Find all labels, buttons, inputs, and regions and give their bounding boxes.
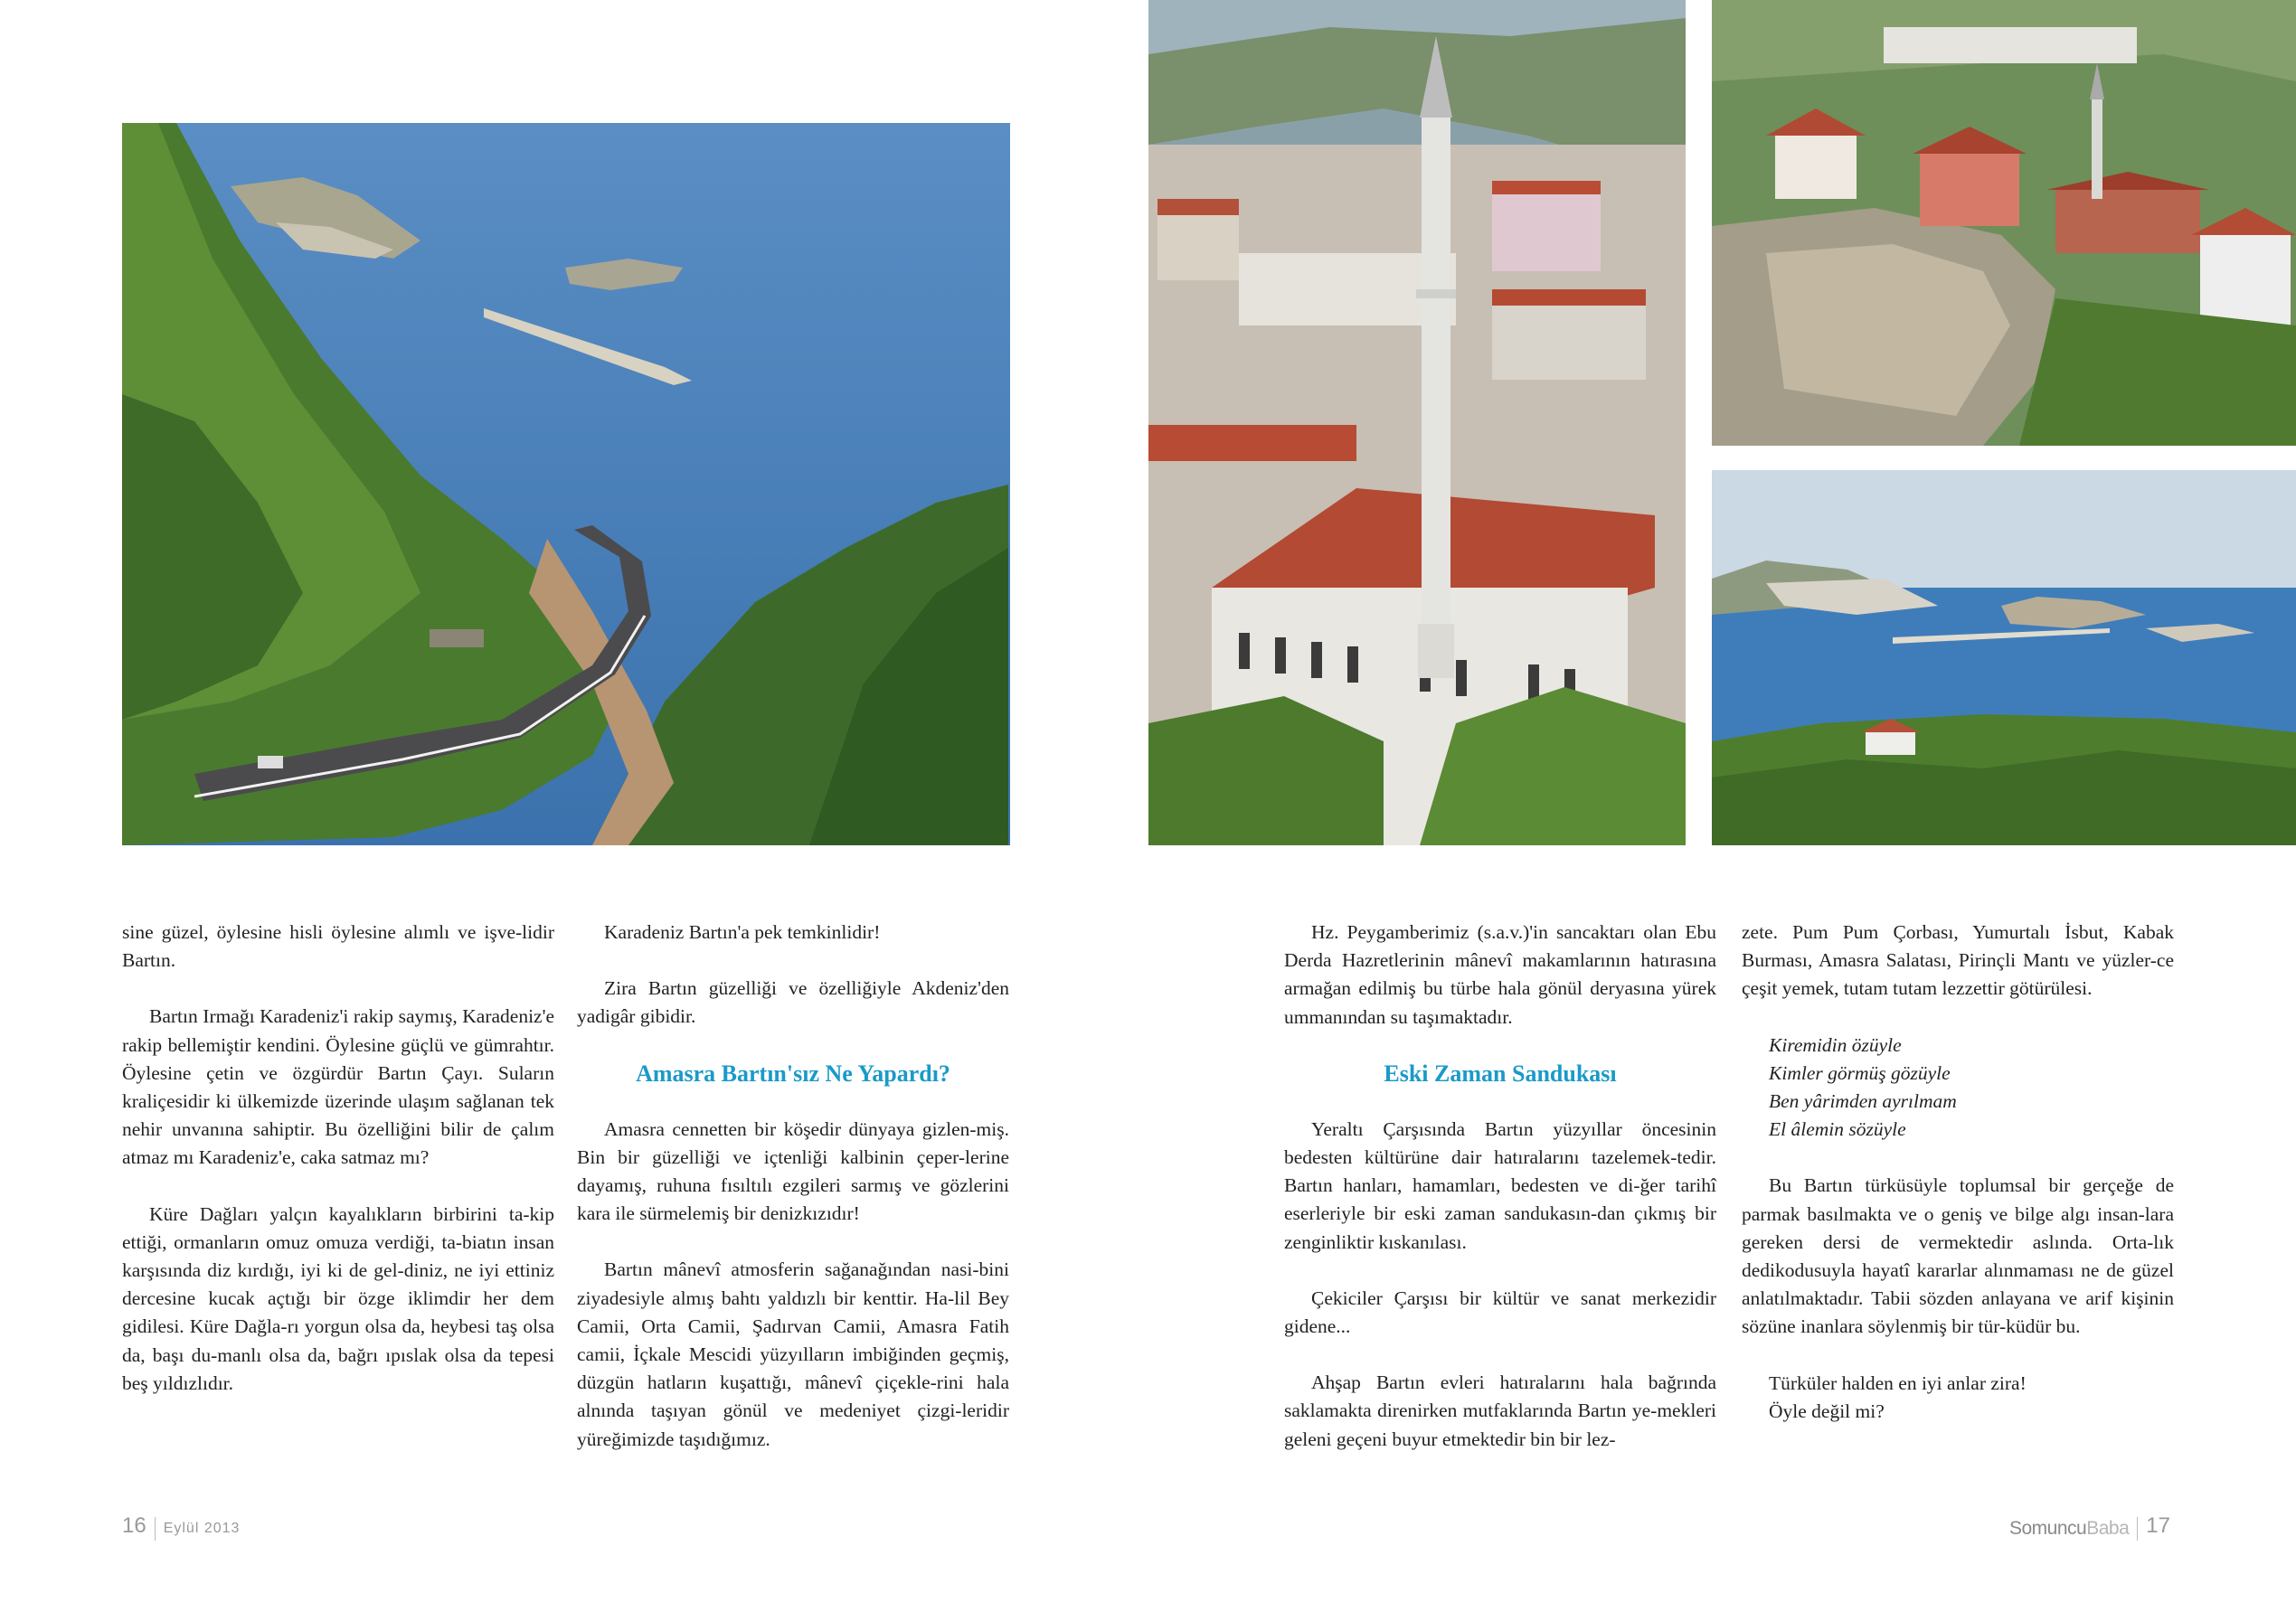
paragraph: Ahşap Bartın evleri hatıralarını hala bağrında saklamakta direnirken mutfaklarında Bartın ye-mekleri geleni geçeni buyur etmektedir bin bir lez- [1284, 1371, 1716, 1450]
logo-part-1: Somuncu [2009, 1517, 2087, 1539]
paragraph: Bartın Irmağı Karadeniz'i rakip saymış, Karadeniz'e rakip bellemiştir kendini. Öylesine güçlü ve gümrahtır. Öylesine çetin ve özgürdür Bartın Çayı. Suların kraliçesidir ki ülkemizde üzerinde ulaşım sağlanan tek nehir unvanına sahiptir. Bu özelliğini bilir de çalım atmaz mı Karadeniz'e, caka satmaz mı? [122, 1005, 554, 1169]
logo-part-2: Baba [2086, 1517, 2130, 1539]
paragraph: sine güzel, öylesine hisli öylesine alımlı ve işve-lidir Bartın. [122, 921, 554, 972]
paragraph: Zira Bartın güzelliği ve özelliğiyle Akdeniz'den yadigâr gibidir. [577, 977, 1009, 1028]
photo-mosque-minaret [1148, 0, 1686, 845]
paragraph: Karadeniz Bartın'a pek temkinlidir! [604, 921, 881, 943]
paragraph: Küre Dağları yalçın kayalıkların birbirini ta-kip ettiği, ormanların omuz omuza verdiği, ta-biatın insan karşısında diz kırdığı, iyi ki de gel-diniz, ne iyi ettiniz dercesine kucak açtığı bir özge iklimdir her dem gidilesi. Küre Dağla-rı yorgun olsa da, heybesi taş olsa da, başı du-manlı olsa da, bağrı ıpıslak olsa da tepesi beş yıldızlıdır. [122, 1202, 554, 1394]
footer-left [122, 1513, 240, 1541]
footer-divider [2137, 1517, 2138, 1541]
issue-date: Eylül 2013 [163, 1520, 241, 1536]
section-heading-sanduka: Eski Zaman Sandukası [1384, 1060, 1617, 1087]
paragraph: Öyle değil mi? [1769, 1399, 1885, 1422]
text-column-2 [577, 919, 1009, 1482]
paragraph: Türküler halden en iyi anlar zira! [1769, 1371, 2027, 1394]
footer-right [2009, 1513, 2170, 1541]
paragraph: Hz. Peygamberimiz (s.a.v.)'in sancaktarı olan Ebu Derda Hazretlerinin mânevî makamlarının hatırasına armağan edilmiş bu türbe hala gönül deryasına yürek ummanından su taşımaktadır. [1284, 921, 1716, 1028]
photo-cliff-village [1712, 0, 2296, 446]
footer-divider [155, 1517, 156, 1541]
folk-song-verse [1769, 1032, 2174, 1145]
text-column-4 [1742, 919, 2174, 1454]
photo-coastal-road-amasra [122, 123, 1010, 845]
page-number-left: 16 [122, 1513, 146, 1538]
paragraph: Çekiciler Çarşısı bir kültür ve sanat merkezidir gidene... [1284, 1286, 1716, 1338]
verse-line: Kimler görmüş gözüyle [1769, 1061, 1951, 1084]
paragraph: Bu Bartın türküsüyle toplumsal bir gerçeğe de parmak basılmakta ve o geniş ve bilge algı insan-lara gereken dersi de vermektedir aslında. Orta-lık dedikodusuyla hayatî kararlar alınmaması ne de güzel anlatılmaktadır. Tabii sözden anlayana ve arif kişinin sözüne inanlara söylenmiş bir tür-küdür bu. [1742, 1174, 2174, 1338]
verse-line: Kiremidin özüyle [1769, 1033, 1902, 1056]
page-number-right: 17 [2146, 1513, 2170, 1538]
text-column-3 [1284, 919, 1716, 1482]
verse-line: Ben yârimden ayrılmam [1769, 1090, 1957, 1113]
paragraph: Yeraltı Çarşısında Bartın yüzyıllar öncesinin bedesten kültürüne dair hatıralarını tazelemek-tedir. Bartın hanları, hamamları, bedesten ve di-ğer tarihî eserleriyle bir eski zaman sandukasın-dan çıkmış bir zenginliktir kıskanılası. [1284, 1117, 1716, 1253]
paragraph: Amasra cennetten bir köşedir dünyaya gizlen-miş. Bin bir güzelliği ve içtenliği kalbinin çeper-lerine dayamış, ruhuna fısıltılı ezgileri sarmış ve gözlerini kara ile sürmelemiş bir denizkızıdır! [577, 1117, 1009, 1225]
verse-line: El âlemin sözüyle [1769, 1118, 1906, 1141]
paragraph: zete. Pum Pum Çorbası, Yumurtalı İsbut, Kabak Burması, Amasra Salatası, Pirinçli Mantı ve yüzler-ce çeşit yemek, tutam tutam lezzettir götürülesi. [1742, 921, 2174, 1000]
photo-amasra-bay-panorama [1712, 470, 2296, 845]
text-column-1 [122, 919, 554, 1426]
magazine-logo [2009, 1518, 2129, 1539]
section-heading-amasra: Amasra Bartın'sız Ne Yapardı? [636, 1060, 950, 1087]
paragraph: Bartın mânevî atmosferin sağanağından nasi-bini ziyadesiyle almış bahtı yaldızlı bir kenttir. Ha-lil Bey Camii, Orta Camii, Şadırvan Camii, Amasra Fatih camii, İçkale Mescidi yüzyılların imbiğinden geçmiş, düzgün hatların kuşattığı, mânevî çiçekle-rini hala alnında taşıyan gönül ve medeniyet çizgi-leridir yüreğimizde taşıdığımız. [577, 1258, 1009, 1450]
